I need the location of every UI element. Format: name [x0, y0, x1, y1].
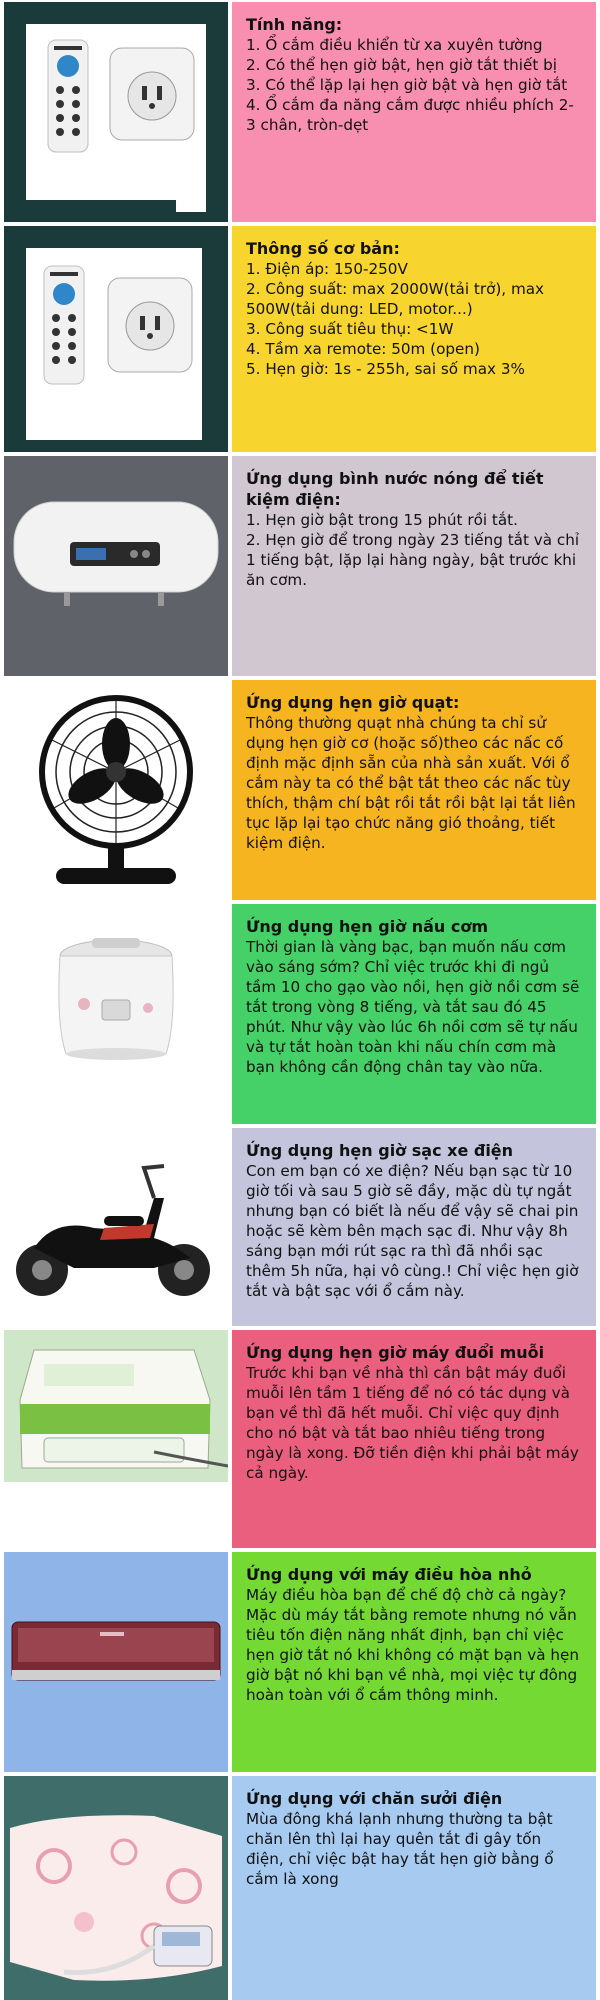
section-rice-cooker [0, 904, 600, 1124]
section-title: Ứng dụng hẹn giờ nấu cơm [246, 917, 489, 936]
section-line: 2. Có thể hẹn giờ bật, hẹn giờ tắt thiết bị [246, 56, 557, 74]
electric-blanket-icon [4, 1776, 228, 2000]
section-text-panel [232, 1128, 596, 1326]
section-mosquito-repeller [0, 1330, 600, 1548]
mosquito-repeller-icon [4, 1330, 228, 1548]
section-electric-blanket [0, 1776, 600, 2000]
section-electric-scooter [0, 1128, 600, 1326]
section-line: 1. Điện áp: 150-250V [246, 260, 408, 278]
section-paragraph: Con em bạn có xe điện? Nếu bạn sạc từ 10 giờ tối và sau 5 giờ sẽ đầy, mặc dù tự ngắt nhưng bạn có biết là nếu để vậy sẽ chai pin hoặc sẽ kèm bên mạch sạc đi. Như vậy 8h sáng bạn mới rút sạc ra thì đã nhồi sạc thêm 5h nữa, hại vô cùng.! Chỉ việc hẹn giờ tắt và bật sạc với ổ cắm này. [246, 1162, 579, 1300]
rice-cooker-icon [4, 904, 228, 1124]
section-title: Tính năng: [246, 15, 343, 34]
section-title: Ứng dụng với máy điều hòa nhỏ [246, 1565, 532, 1584]
section-line: 4. Ổ cắm đa năng cắm được nhiều phích 2-3 chân, tròn-dẹt [246, 96, 574, 134]
section-title: Ứng dụng hẹn giờ máy đuổi muỗi [246, 1343, 545, 1362]
section-paragraph: Máy điều hòa bạn để chế độ chờ cả ngày? Mặc dù máy tắt bằng remote nhưng nó vẫn tiêu tốn điện năng nhất định, bạn chỉ việc hẹn giờ tắt nó khi không có mặt bạn và hẹn giờ bật nó khi bạn về nhà, mọi việc tự đông hoàn toàn với ổ cắm thông minh. [246, 1586, 579, 1704]
section-paragraph: Trước khi bạn về nhà thì cần bật máy đuổi muỗi lên tầm 1 tiếng để nó có tác dụng và bạn về thì đã hết muỗi. Chỉ việc quy định cho nó bật và tắt bao nhiêu tiếng trong ngày là xong. Đỡ tiền điện khi phải bật máy cả ngày. [246, 1364, 579, 1482]
section-title: Ứng dụng hẹn giờ sạc xe điện [246, 1141, 514, 1160]
section-text-panel [232, 456, 596, 676]
section-title: Ứng dụng bình nước nóng để tiết kiệm điện: [246, 469, 544, 509]
section-line: 3. Có thể lặp lại hẹn giờ bật và hẹn giờ tắt [246, 76, 568, 94]
section-paragraph: Thời gian là vàng bạc, bạn muốn nấu cơm vào sáng sớm? Chỉ việc trước khi đi ngủ tầm 10 cho gạo vào nồi, hẹn giờ nồi cơm sẽ tắt trong vòng 8 tiếng, và tắt sau đó 45 phút. Như vậy vào lúc 6h nồi cơm sẽ tự nấu và tự tắt hoàn toàn khi nấu chín cơm mà bạn không cần động chân tay vào nữa. [246, 938, 580, 1076]
section-text-panel [232, 1552, 596, 1772]
section-line: 3. Công suất tiêu thụ: <1W [246, 320, 454, 338]
remote-and-socket-icon [4, 226, 228, 452]
electric-scooter-icon [4, 1128, 228, 1326]
section-specs [0, 226, 600, 452]
section-paragraph: Thông thường quạt nhà chúng ta chỉ sử dụng hẹn giờ cơ (hoặc số)theo các nấc cố định mặc định sẵn của nhà sản xuất. Với ổ cắm này ta có thể bật tắt theo các nấc tùy thích, thậm chí bật rồi tắt rồi bật lại tắt liên tục lặp lại tạo chức năng gió thoảng, tiết kiệm điện. [246, 714, 576, 852]
air-conditioner-icon [4, 1552, 228, 1772]
section-title: Thông số cơ bản: [246, 239, 400, 258]
section-line: 2. Hẹn giờ để trong ngày 23 tiếng tắt và chỉ 1 tiếng bật, lặp lại hàng ngày, bật trước khi ăn cơm. [246, 531, 580, 589]
section-text-panel [232, 1330, 596, 1548]
section-title: Ứng dụng hẹn giờ quạt: [246, 693, 460, 712]
section-water-heater [0, 456, 600, 676]
section-line: 5. Hẹn giờ: 1s - 255h, sai số max 3% [246, 360, 525, 378]
section-title: Ứng dụng với chăn sưởi điện [246, 1789, 503, 1808]
water-heater-icon [4, 456, 228, 676]
section-line: 1. Ổ cắm điều khiển từ xa xuyên tường [246, 36, 543, 54]
section-line: 2. Công suất: max 2000W(tải trở), max 500W(tải dung: LED, motor...) [246, 280, 545, 318]
fan-icon [4, 680, 228, 900]
section-text-panel [232, 2, 596, 222]
remote-and-socket-icon [4, 2, 228, 222]
section-air-conditioner [0, 1552, 600, 1772]
section-fan [0, 680, 600, 900]
section-line: 4. Tầm xa remote: 50m (open) [246, 340, 480, 358]
section-text-panel [232, 904, 596, 1124]
section-text-panel [232, 226, 596, 452]
section-text-panel [232, 680, 596, 900]
section-paragraph: Mùa đông khá lạnh nhưng thường ta bật chăn lên thì lại hay quên tắt đi gây tốn điện, chỉ việc bật hay tắt hẹn giờ bằng ổ cắm là xong [246, 1810, 554, 1888]
section-text-panel [232, 1776, 596, 2000]
section-features [0, 2, 600, 222]
section-line: 1. Hẹn giờ bật trong 15 phút rồi tắt. [246, 511, 518, 529]
